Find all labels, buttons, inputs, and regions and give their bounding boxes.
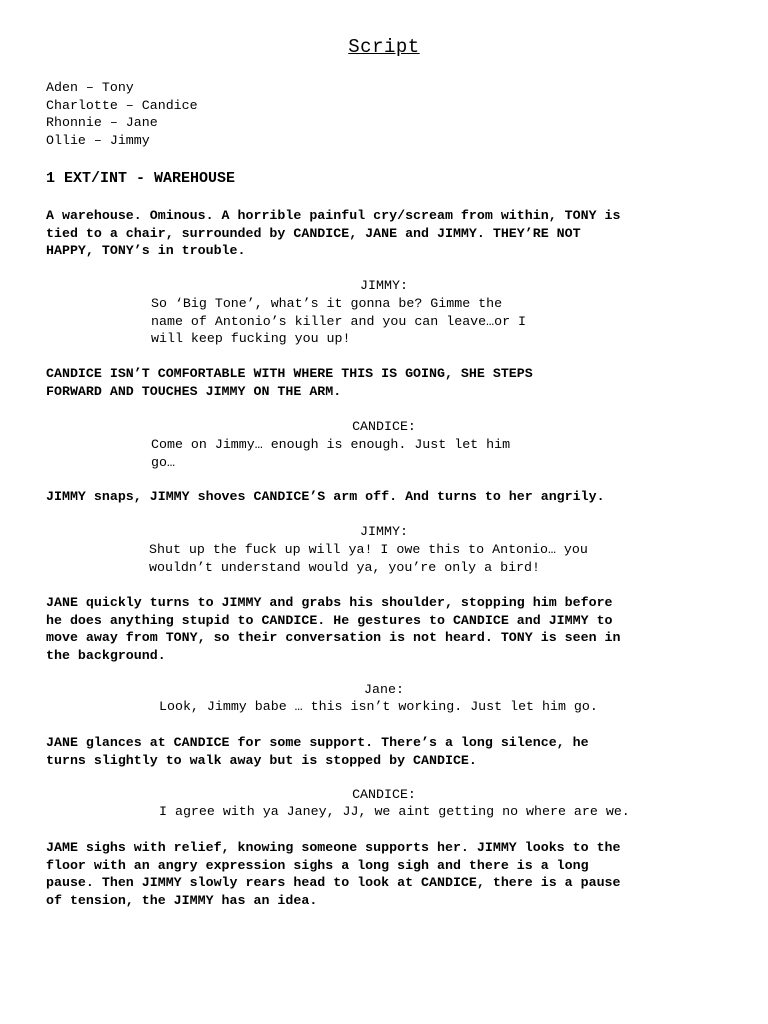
action-line: JAME sighs with relief, knowing someone supports her. JIMMY looks to the — [46, 840, 621, 855]
action-line: turns slightly to walk away but is stopped by CANDICE. — [46, 752, 477, 768]
cast-entry: Rhonnie – Jane — [46, 115, 158, 130]
action-block — [46, 594, 714, 664]
cast-entry: Charlotte – Candice — [46, 97, 198, 113]
action-line: FORWARD AND TOUCHES JIMMY ON THE ARM. — [46, 383, 342, 399]
character-cue: Jane: — [364, 682, 404, 697]
action-line: HAPPY, TONY’s in trouble. — [46, 243, 246, 258]
dialogue-line: So ‘Big Tone’, what’s it gonna be? Gimme the — [151, 296, 503, 311]
dialogue-line: Shut up the fuck up will ya! I owe this to Antonio… you — [149, 542, 588, 557]
character-cue: JIMMY: — [360, 278, 408, 293]
scene-heading: 1 EXT/INT - WAREHOUSE — [46, 170, 236, 187]
dialogue-line: Look, Jimmy babe … this isn’t working. Just let him go. — [159, 699, 598, 714]
cast-list — [46, 79, 198, 149]
action-block — [46, 734, 714, 769]
action-block — [46, 488, 714, 506]
character-cue: CANDICE: — [352, 419, 416, 434]
character-cue: JIMMY: — [360, 524, 408, 539]
action-line: of tension, the JIMMY has an idea. — [46, 892, 318, 908]
dialogue-line: wouldn’t understand would ya, you’re only a bird! — [149, 559, 540, 575]
action-line: A warehouse. Ominous. A horrible painful cry/scream from within, TONY is — [46, 208, 621, 223]
cast-entry: Ollie – Jimmy — [46, 132, 150, 148]
action-line: JANE glances at CANDICE for some support. There’s a long silence, he — [46, 735, 589, 750]
dialogue-line: I agree with ya Janey, JJ, we aint getting no where are we. — [159, 804, 630, 819]
action-line: JANE quickly turns to JIMMY and grabs his shoulder, stopping him before — [46, 595, 613, 610]
dialogue-line: name of Antonio’s killer and you can leave…or I — [151, 313, 527, 329]
dialogue-block — [151, 295, 526, 348]
action-line: CANDICE ISN’T COMFORTABLE WITH WHERE THIS IS GOING, SHE STEPS — [46, 366, 533, 381]
action-block — [46, 365, 714, 400]
dialogue-block — [159, 698, 598, 716]
action-block — [46, 839, 714, 909]
action-block — [46, 207, 714, 260]
action-line: tied to a chair, surrounded by CANDICE, JANE and JIMMY. THEY’RE NOT — [46, 225, 581, 241]
character-cue: CANDICE: — [352, 787, 416, 802]
dialogue-block — [151, 436, 510, 471]
action-line: he does anything stupid to CANDICE. He gestures to CANDICE and JIMMY to — [46, 612, 613, 628]
dialogue-line: will keep fucking you up! — [151, 331, 351, 346]
dialogue-block — [159, 803, 630, 821]
cast-entry: Aden – Tony — [46, 80, 134, 95]
page-title: Script — [348, 36, 420, 58]
action-line: pause. Then JIMMY slowly rears head to look at CANDICE, there is a pause — [46, 875, 621, 890]
action-line: floor with an angry expression sighs a long sigh and there is a long — [46, 857, 589, 873]
action-line: JIMMY snaps, JIMMY shoves CANDICE’S arm off. And turns to her angrily. — [46, 489, 605, 504]
action-line: move away from TONY, so their conversation is not heard. TONY is seen in — [46, 630, 621, 645]
dialogue-line: go… — [151, 454, 175, 470]
dialogue-block — [149, 541, 588, 576]
action-line: the background. — [46, 647, 166, 663]
dialogue-line: Come on Jimmy… enough is enough. Just let him — [151, 437, 511, 452]
